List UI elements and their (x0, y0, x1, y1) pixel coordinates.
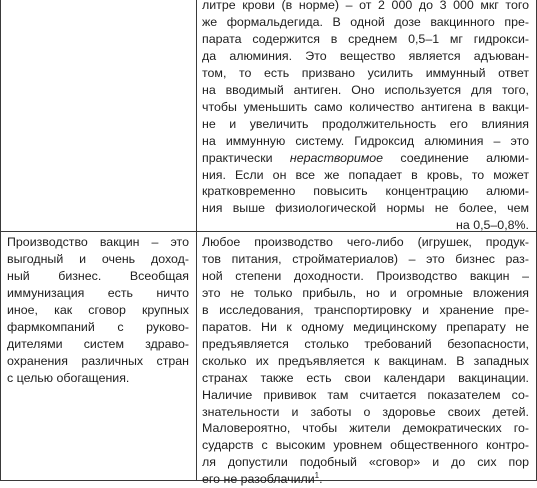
text-line: чтобы уменьшить само количество антигена в вакци- (202, 99, 529, 114)
text-line: ной степени доходности. Производство вакцин – (202, 268, 529, 283)
emphasized-term: нерастворимое (289, 150, 384, 165)
text-line: странах также есть свои календари вакцинации. (202, 370, 529, 385)
text-line: сколько их предъявляется к вакцинам. В западных (202, 353, 529, 368)
text-segment: практически (202, 150, 290, 165)
text-line: кратковременно повысить концентрацию алюми- (202, 184, 529, 199)
text-line: ния. Если он все же попадает в кровь, то может (202, 167, 529, 182)
text-line (202, 150, 529, 167)
table-left-border (0, 0, 1, 481)
text-line: литре крови (в норме) – от 2 000 до 3 000 мкг того (202, 0, 529, 12)
text-line: охранения различных стран (7, 353, 189, 368)
table-cell-row2-myth (7, 234, 189, 387)
text-line: в исследования, транспортировку и хранение пре- (202, 302, 529, 317)
text-line: тов питания, стройматериалов) – это бизнес раз- (202, 251, 529, 266)
text-line: предъявляется столько требований безопасности, (202, 336, 529, 351)
text-line: фармкомпаний с руково- (7, 319, 189, 334)
table-cell-row1-answer (202, 0, 529, 234)
text-line: с целью обогащения. (7, 370, 130, 385)
text-line: это не только прибыль, но и огромные вложения (202, 285, 529, 300)
text-line: Наличие прививок там считается показателем со- (202, 387, 529, 402)
text-line: на вводимый антиген. Оно используется для того, (202, 82, 529, 97)
text-line: ный бизнес. Всеобщая (7, 268, 189, 283)
text-line: сударств с высоким уровнем общественного контро- (202, 438, 529, 453)
text-line: ния выше физиологической нормы не более, чем (202, 201, 529, 216)
text-line: иное, как сговор крупных (7, 302, 189, 317)
text-line: иммунизация есть ничто (7, 285, 189, 300)
text-line: ля допустили подобный «сговор» и до сих пор (202, 455, 529, 470)
text-line: да алюминия. Это вещество является адъюван- (202, 48, 529, 63)
text-line: Любое производство чего-либо (игрушек, продук- (202, 235, 529, 249)
text-line: же формальдегида. В одной дозе вакцинного пре- (202, 14, 529, 29)
text-line: паратов. Ни к одному медицинскому препарату не (202, 319, 529, 334)
table-column-divider (196, 0, 197, 481)
table-cell-row2-answer (202, 234, 529, 488)
text-line: том, то есть призвано усилить иммунный ответ (202, 65, 529, 80)
text-line: Производство вакцин – это (7, 235, 189, 249)
text-line: знательности и заботы о здоровье своих детей. (202, 404, 529, 419)
text-line: на 0,5–0,8%. (456, 218, 529, 233)
text-line: не и увеличить продолжительность его влияния (202, 116, 529, 131)
text-line: выгодный и очень доход- (7, 251, 189, 266)
footnote-mark: 1 (314, 471, 320, 481)
text-line: его не разоблачили$^1$. (202, 471, 323, 487)
text-line: на иммунную систему. Гидроксид алюминия – это (202, 133, 529, 148)
text-line: Маловероятно, чтобы жители демократических го- (202, 421, 529, 436)
text-line: дителями систем здраво- (7, 336, 189, 351)
text-segment: соединение алюми- (383, 150, 529, 165)
text-line: парата содержится в среднем 0,5–1 мг гидрокси- (202, 31, 529, 46)
